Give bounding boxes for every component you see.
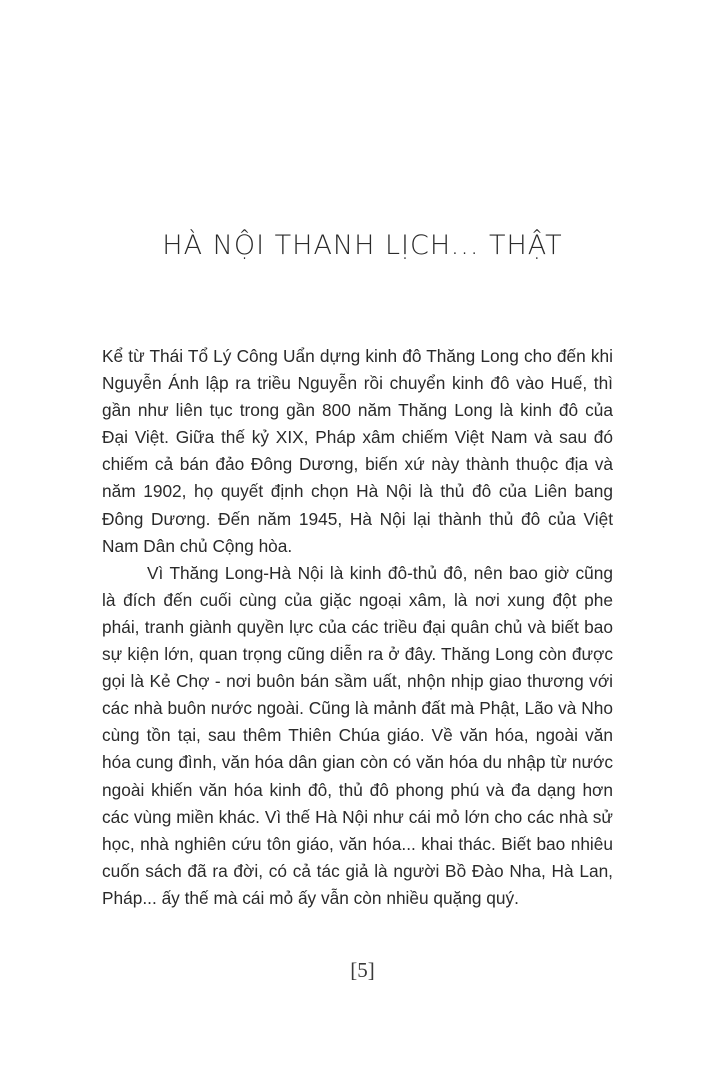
paragraph-1: Kể từ Thái Tổ Lý Công Uẩn dựng kinh đô Thăng Long cho đến khi Nguyễn Ánh lập ra triều Nguyễn rồi chuyển kinh đô vào Huế, thì gần như liên tục trong gần 800 năm Thăng Long là kinh đô của Đại Việt. Giữa thế kỷ XIX, Pháp xâm chiếm Việt Nam và sau đó chiếm cả bán đảo Đông Dương, biến xứ này thành thuộc địa và năm 1902, họ quyết định chọn Hà Nội là thủ đô của Liên bang Đông Dương. Đến năm 1945, Hà Nội lại thành thủ đô của Việt Nam Dân chủ Cộng hòa. — [102, 346, 613, 556]
paragraph-2: Vì Thăng Long-Hà Nội là kinh đô-thủ đô, nên bao giờ cũng là đích đến cuối cùng của giặc ngoại xâm, là nơi xung đột phe phái, tranh giành quyền lực của các triều đại quân chủ và biết bao sự kiện lớn, quan trọng cũng diễn ra ở đây. Thăng Long còn được gọi là Kẻ Chợ - nơi buôn bán sầm uất, nhộn nhịp giao thương với các nhà buôn nước ngoài. Cũng là mảnh đất mà Phật, Lão và Nho cùng tồn tại, sau thêm Thiên Chúa giáo. Về văn hóa, ngoài văn hóa cung đình, văn hóa dân gian còn có văn hóa du nhập từ nước ngoài khiến văn hóa kinh đô, thủ đô phong phú và đa dạng hơn các vùng miền khác. Vì thế Hà Nội như cái mỏ lớn cho các nhà sử học, nhà nghiên cứu tôn giáo, văn hóa... khai thác. Biết bao nhiêu cuốn sách đã ra đời, có cả tác giả là người Bồ Đào Nha, Hà Lan, Pháp... ấy thế mà cái mỏ ấy vẫn còn nhiều quặng quý. — [102, 562, 613, 908]
page-number: [5] — [350, 958, 375, 982]
page-title: HÀ NỘI THANH LỊCH... THẬT — [162, 230, 563, 261]
body-text — [102, 343, 613, 912]
